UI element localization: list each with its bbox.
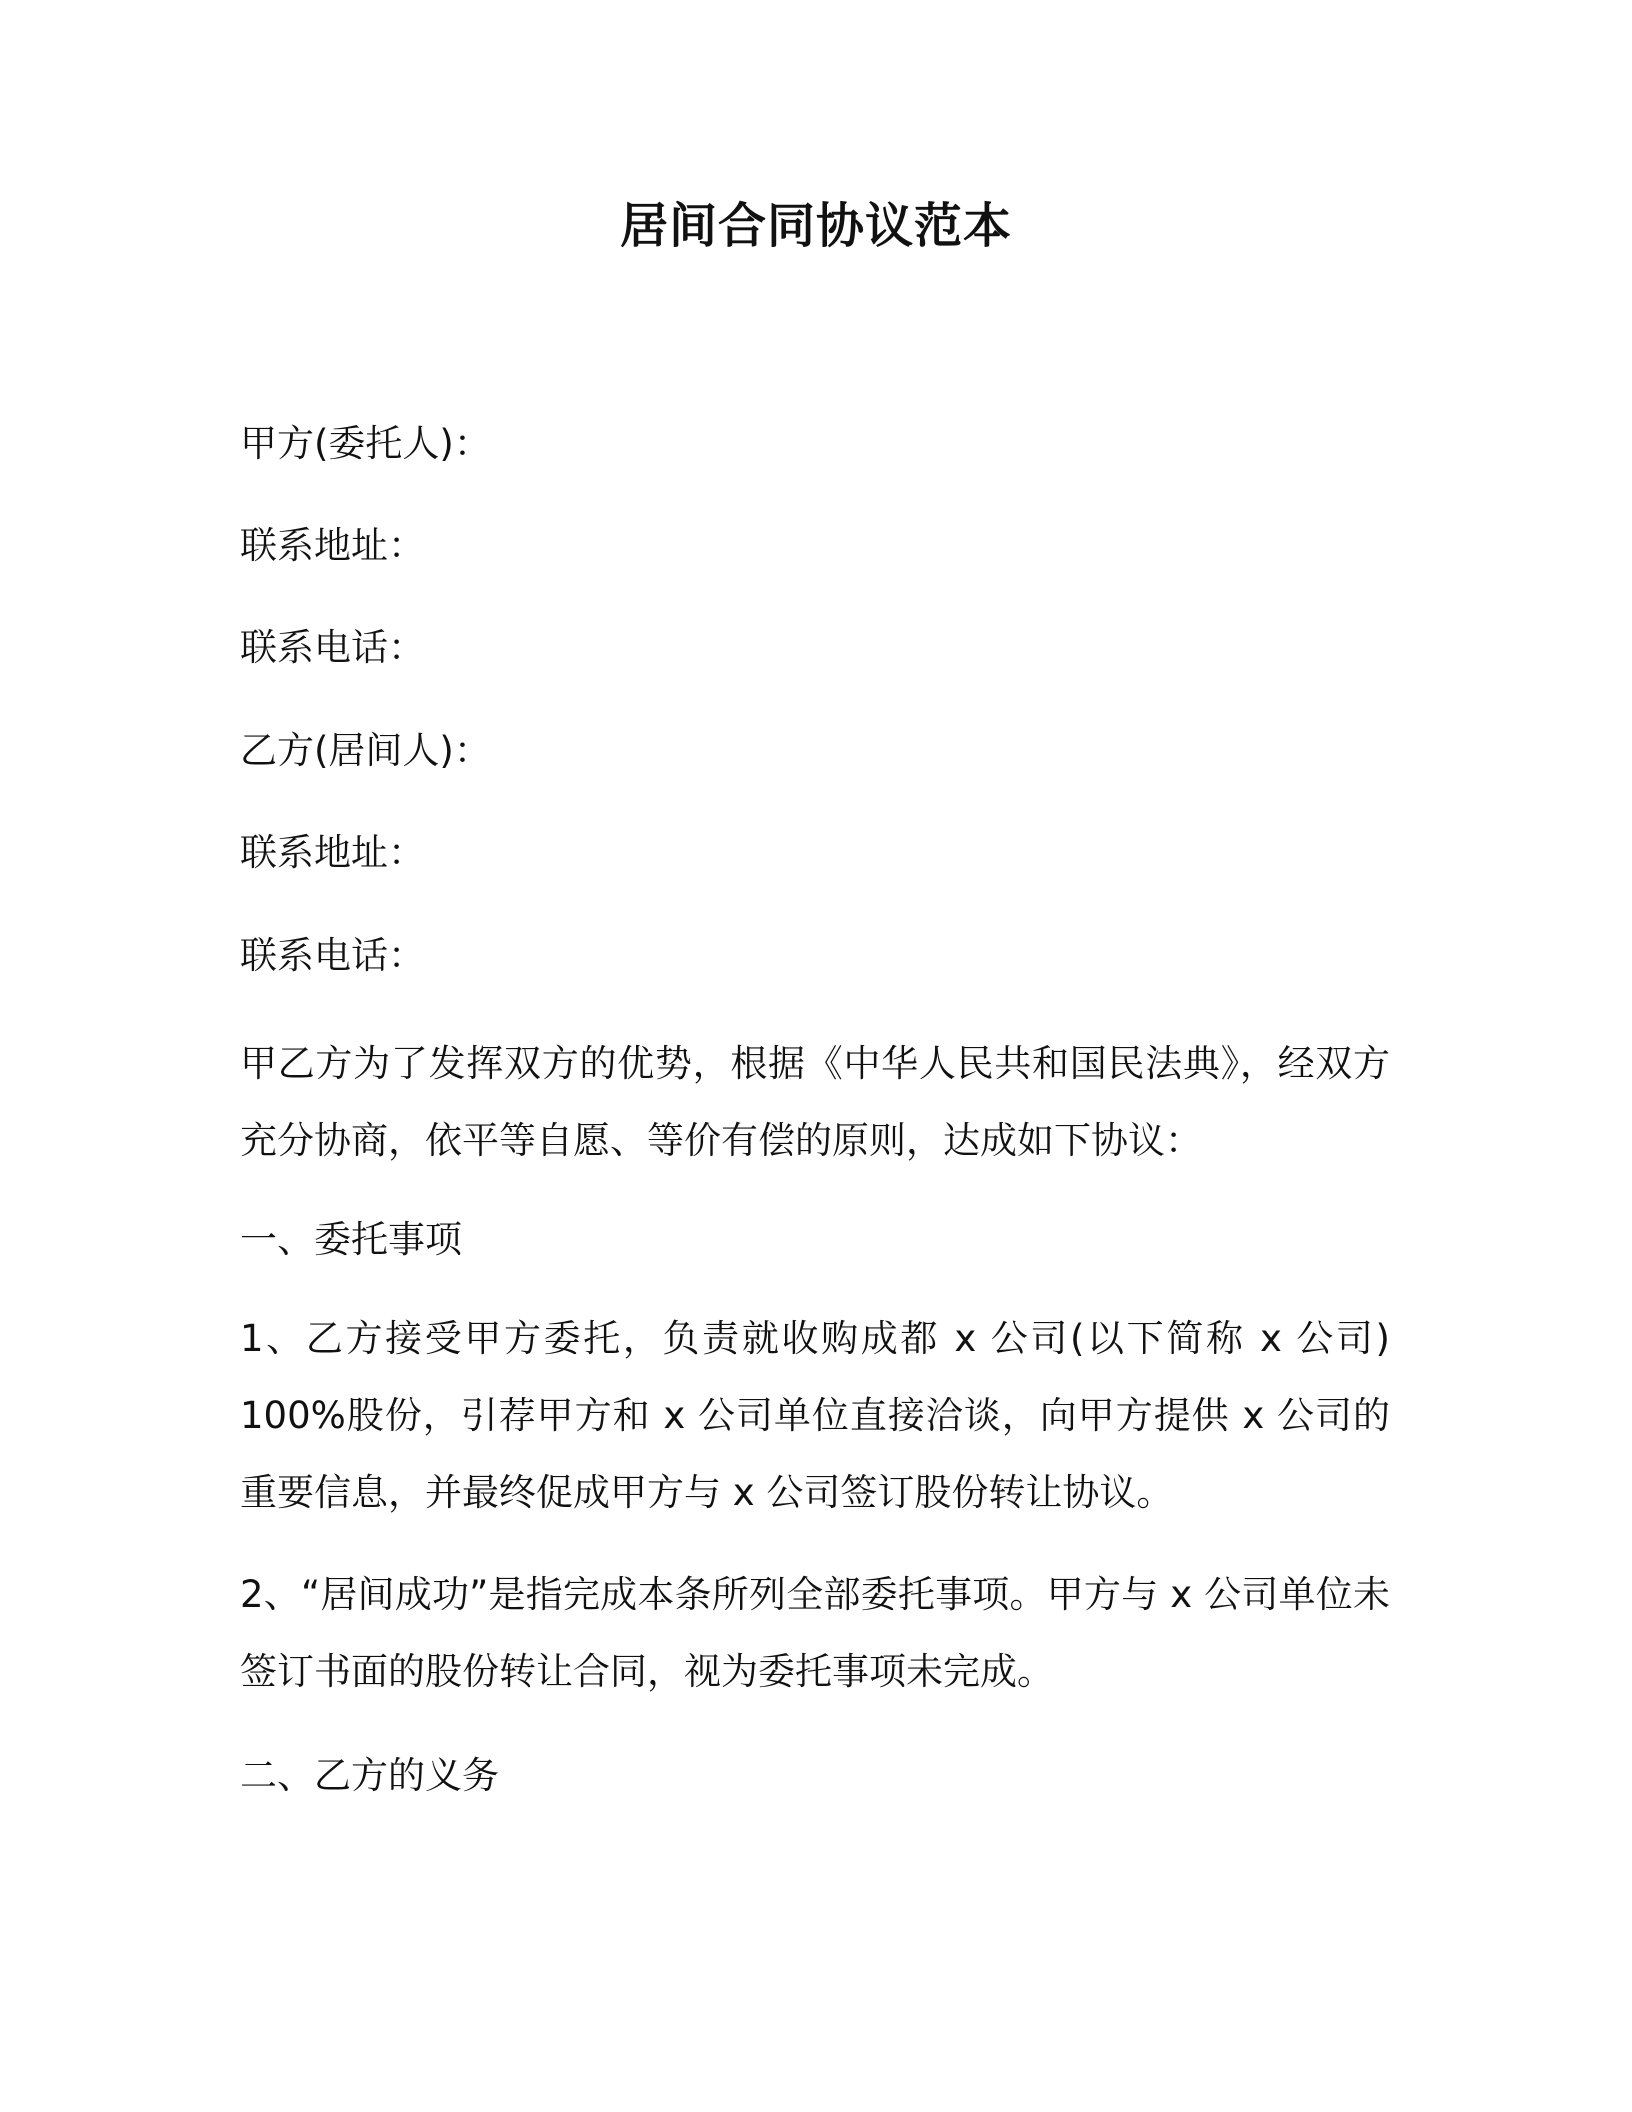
party-a-address-label: 联系地址： (240, 524, 425, 567)
preamble-paragraph: 甲乙方为了发挥双方的优势，根据《中华人民共和国民法典》，经双方充分协商，依平等自愿、等价有偿的原则，达成如下协议： (240, 1042, 1390, 1162)
party-a-phone-label: 联系电话： (240, 626, 425, 669)
section-1-heading: 一、委托事项 (240, 1218, 462, 1261)
party-b-name-label: 乙方(居间人)： (240, 729, 491, 772)
party-b-address-label: 联系地址： (240, 831, 425, 874)
section-1-clause-1: 1、乙方接受甲方委托，负责就收购成都 x 公司(以下简称 x 公司) 100%股份，引荐甲方和 x 公司单位直接洽谈，向甲方提供 x 公司的重要信息，并最终促成甲方与 x 公司签订股份转让协议。 (240, 1317, 1390, 1514)
section-1-clause-2: 2、“居间成功”是指完成本条所列全部委托事项。甲方与 x 公司单位未签订书面的股份转让合同，视为委托事项未完成。 (240, 1573, 1390, 1693)
document-title: 居间合同协议范本 (619, 198, 1012, 254)
section-2-heading: 二、乙方的义务 (240, 1754, 499, 1797)
party-b-phone-label: 联系电话： (240, 934, 425, 977)
party-a-name-label: 甲方(委托人)： (240, 422, 491, 465)
